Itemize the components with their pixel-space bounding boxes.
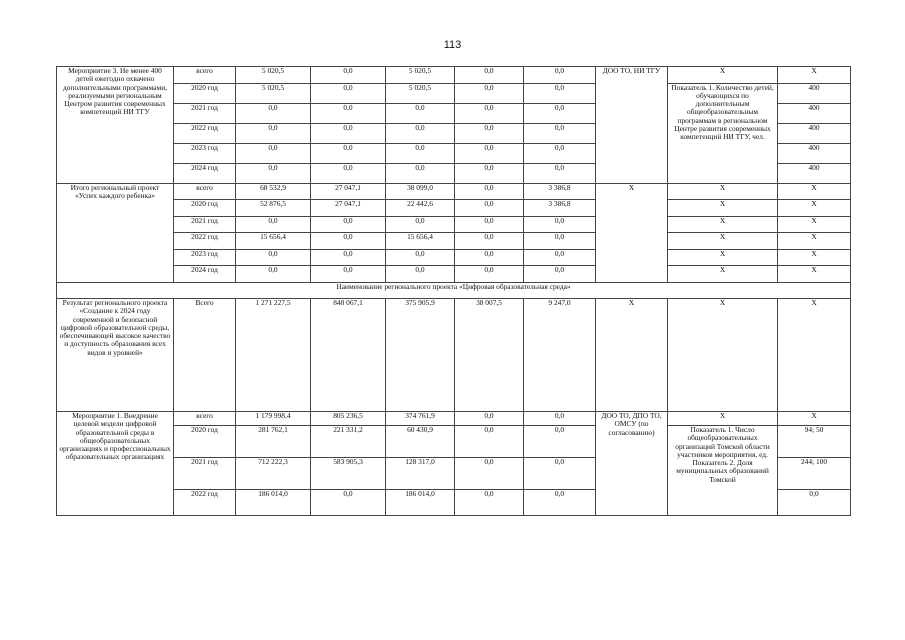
table-cell: 15 656,4 xyxy=(386,233,455,250)
table-cell: Х xyxy=(668,216,778,233)
table-cell: Х xyxy=(778,412,851,426)
event-name-cell: Мероприятие 3. Не менее 400 детей ежегодно охвачено дополнительными программами, реализуемыми региональным Центром развития современных компетенций НИ ТГУ xyxy=(57,67,174,184)
table-cell: 0;0 xyxy=(778,490,851,516)
executor-cell: ДОО ТО, ДПО ТО, ОМСУ (по согласованию) xyxy=(596,412,668,516)
table-cell: 2024 год xyxy=(174,163,236,183)
table-cell: 375 905,9 xyxy=(386,299,455,412)
table-cell: всего xyxy=(174,67,236,84)
table-cell: 0,0 xyxy=(386,163,455,183)
table-cell: 0,0 xyxy=(524,103,596,123)
table-cell: 0,0 xyxy=(524,490,596,516)
table-cell: 128 317,0 xyxy=(386,458,455,490)
table-cell: Х xyxy=(668,67,778,84)
table-cell: 2023 год xyxy=(174,249,236,266)
table-cell: 0,0 xyxy=(524,249,596,266)
table-cell: 60 430,9 xyxy=(386,426,455,458)
table-cell: 0,0 xyxy=(386,266,455,283)
table-cell: 9 247,0 xyxy=(524,299,596,412)
table-row xyxy=(57,249,851,266)
table-cell: 400 xyxy=(778,163,851,183)
section-header-row xyxy=(57,282,851,299)
executor-cell: Х xyxy=(596,183,668,282)
table-cell: 0,0 xyxy=(386,143,455,163)
table-cell: 15 656,4 xyxy=(236,233,311,250)
table-cell: 0,0 xyxy=(236,216,311,233)
table-cell: 1 271 227,5 xyxy=(236,299,311,412)
table-cell: Х xyxy=(778,233,851,250)
table-cell: 2020 год xyxy=(174,426,236,458)
table-cell: 0,0 xyxy=(311,216,386,233)
table-cell: 2020 год xyxy=(174,83,236,103)
table-cell: 5 020,5 xyxy=(386,83,455,103)
table-cell: 2024 год xyxy=(174,266,236,283)
table-cell: 3 386,8 xyxy=(524,200,596,217)
table-cell: 400 xyxy=(778,143,851,163)
table-cell: 22 442,6 xyxy=(386,200,455,217)
table-cell: Х xyxy=(778,249,851,266)
table-cell: 0,0 xyxy=(236,163,311,183)
table-cell: 400 xyxy=(778,123,851,143)
table-cell: 0,0 xyxy=(455,103,524,123)
table-cell: Х xyxy=(668,200,778,217)
table-row xyxy=(57,233,851,250)
table-cell: Х xyxy=(778,299,851,412)
table-cell: Х xyxy=(668,266,778,283)
table-cell: 0,0 xyxy=(455,266,524,283)
table-cell: Х xyxy=(778,183,851,200)
table-cell: 52 876,5 xyxy=(236,200,311,217)
table-cell: 0,0 xyxy=(455,216,524,233)
table-cell: 583 905,3 xyxy=(311,458,386,490)
table-cell: Всего xyxy=(174,299,236,412)
table-cell: 68 532,9 xyxy=(236,183,311,200)
table-cell: 3 386,8 xyxy=(524,183,596,200)
table-cell: 0,0 xyxy=(386,216,455,233)
table-cell: 186 014,0 xyxy=(386,490,455,516)
table-cell: 0,0 xyxy=(386,249,455,266)
table-row xyxy=(57,299,851,412)
table-cell: 0,0 xyxy=(236,249,311,266)
table-cell: 5 020,5 xyxy=(236,83,311,103)
table-cell: 0,0 xyxy=(455,458,524,490)
table-row xyxy=(57,216,851,233)
table-cell: 0,0 xyxy=(455,67,524,84)
table-row xyxy=(57,412,851,426)
table-cell: 281 762,1 xyxy=(236,426,311,458)
table-cell: 5 020,5 xyxy=(236,67,311,84)
table-cell: 5 020,5 xyxy=(386,67,455,84)
table-cell: 0,0 xyxy=(455,163,524,183)
page-number: 113 xyxy=(443,39,462,51)
table-cell: 27 047,1 xyxy=(311,183,386,200)
table-cell: Х xyxy=(778,216,851,233)
table-cell: 0,0 xyxy=(386,103,455,123)
table-cell: 0,0 xyxy=(524,266,596,283)
table-cell: Х xyxy=(668,249,778,266)
table-cell: 0,0 xyxy=(524,123,596,143)
table-cell: 0,0 xyxy=(311,266,386,283)
table-cell: 374 761,9 xyxy=(386,412,455,426)
table-cell: 2021 год xyxy=(174,216,236,233)
table-cell: 0,0 xyxy=(524,458,596,490)
table-cell: Х xyxy=(668,233,778,250)
table-row xyxy=(57,426,851,458)
table-cell: 0,0 xyxy=(524,83,596,103)
table-cell: 805 236,5 xyxy=(311,412,386,426)
table-cell: 2022 год xyxy=(174,233,236,250)
event-name-cell: Мероприятие 1. Внедрение целевой модели цифровой образовательной среды в общеобразовательных организациях и профессиональных образовательных организациях xyxy=(57,412,174,516)
table-cell: всего xyxy=(174,412,236,426)
table-row xyxy=(57,266,851,283)
table-row xyxy=(57,200,851,217)
table-cell: 400 xyxy=(778,83,851,103)
table-cell: 0,0 xyxy=(311,67,386,84)
table-cell: 0,0 xyxy=(524,233,596,250)
result-name-cell: Результат регионального проекта «Создание к 2024 году современной и безопасной цифровой образовательной среды, обеспечивающей высокое качество и доступность образования всех видов и уровней» xyxy=(57,299,174,412)
budget-table xyxy=(56,66,851,516)
table-cell: 0,0 xyxy=(524,216,596,233)
table-cell: 400 xyxy=(778,103,851,123)
table-cell: 0,0 xyxy=(455,490,524,516)
table-cell: 0,0 xyxy=(524,67,596,84)
table-cell: 0,0 xyxy=(455,83,524,103)
table-cell: Х xyxy=(596,299,668,412)
table-cell: 0,0 xyxy=(455,233,524,250)
table-cell: 0,0 xyxy=(236,123,311,143)
table-cell: 38 099,0 xyxy=(386,183,455,200)
table-cell: 0,0 xyxy=(236,143,311,163)
table-cell: 38 007,5 xyxy=(455,299,524,412)
table-cell: 0,0 xyxy=(455,412,524,426)
table-cell: всего xyxy=(174,183,236,200)
table-row xyxy=(57,183,851,200)
table-cell: Х xyxy=(668,183,778,200)
table-cell: 0,0 xyxy=(455,200,524,217)
table-cell: 0,0 xyxy=(455,249,524,266)
table-cell: 0,0 xyxy=(455,143,524,163)
table-cell: 848 067,1 xyxy=(311,299,386,412)
indicator-cell: Показатель 1. Количество детей, обучающихся по дополнительным общеобразовательным программам в региональном Центре развития современных компетенций НИ ТГУ, чел. xyxy=(668,83,778,183)
table-cell: 221 331,2 xyxy=(311,426,386,458)
table-cell: 0,0 xyxy=(455,183,524,200)
table-cell: 0,0 xyxy=(311,249,386,266)
table-cell: 0,0 xyxy=(386,123,455,143)
table-cell: 0,0 xyxy=(524,412,596,426)
table-cell: 2023 год xyxy=(174,143,236,163)
table-cell: Х xyxy=(778,266,851,283)
table-cell: 27 047,1 xyxy=(311,200,386,217)
table-cell: 2022 год xyxy=(174,123,236,143)
table-cell: 0,0 xyxy=(455,426,524,458)
project-total-cell: Итого региональный проект «Успех каждого ребенка» xyxy=(57,183,174,282)
table-cell: 94; 50 xyxy=(778,426,851,458)
table-cell: 1 179 998,4 xyxy=(236,412,311,426)
table-cell: 0,0 xyxy=(455,123,524,143)
table-cell: 0,0 xyxy=(524,143,596,163)
table-cell: 0,0 xyxy=(311,83,386,103)
executor-cell: ДОО ТО, НИ ТГУ xyxy=(596,67,668,184)
table-cell: 0,0 xyxy=(524,426,596,458)
table-cell: 0,0 xyxy=(311,123,386,143)
table-cell: 244; 100 xyxy=(778,458,851,490)
table-cell: Х xyxy=(668,299,778,412)
table-cell: 0,0 xyxy=(524,163,596,183)
table-cell: 0,0 xyxy=(311,103,386,123)
section-title: Наименование регионального проекта «Цифровая образовательная среда» xyxy=(57,282,851,299)
table-cell: Х xyxy=(778,200,851,217)
table-cell: Х xyxy=(668,412,778,426)
indicator-cell: Показатель 1. Число общеобразовательных организаций Томской области участников мероприятия, ед. Показатель 2. Доля муниципальных образований Томской xyxy=(668,426,778,516)
table-cell: 2022 год xyxy=(174,490,236,516)
table-cell: Х xyxy=(778,67,851,84)
table-cell: 0,0 xyxy=(311,233,386,250)
table-cell: 0,0 xyxy=(236,266,311,283)
table-cell: 2021 год xyxy=(174,458,236,490)
table-row xyxy=(57,83,851,103)
table-cell: 0,0 xyxy=(236,103,311,123)
table-cell: 0,0 xyxy=(311,143,386,163)
table-row xyxy=(57,67,851,84)
table-cell: 2020 год xyxy=(174,200,236,217)
table-cell: 186 014,0 xyxy=(236,490,311,516)
table-cell: 0,0 xyxy=(311,163,386,183)
table-cell: 2021 год xyxy=(174,103,236,123)
table-cell: 712 222,3 xyxy=(236,458,311,490)
table-cell: 0,0 xyxy=(311,490,386,516)
